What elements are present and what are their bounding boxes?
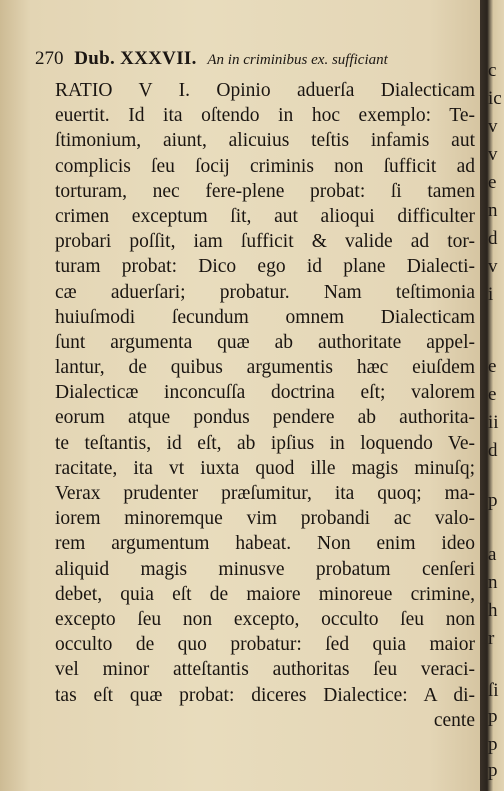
text-line: cæ aduerſari; probatur. Nam teſtimonia bbox=[55, 281, 475, 303]
text-line: ſunt argumenta quæ ab authoritate appel- bbox=[55, 331, 475, 353]
margin-fragment: n bbox=[488, 200, 498, 221]
margin-fragment: n bbox=[488, 572, 498, 593]
margin-fragment: v bbox=[488, 116, 498, 137]
text-line: euertit. Id ita oſtendo in hoc exemplo: Te- bbox=[55, 105, 475, 127]
margin-fragment: d bbox=[488, 440, 498, 461]
text-line: crimen exceptum ſit, aut alioqui difficulter bbox=[55, 205, 475, 227]
margin-fragment: p bbox=[488, 760, 498, 781]
text-line: probari poſſit, iam ſufficit & valide ad tor- bbox=[55, 231, 475, 253]
text-line: iorem minoremque vim probandi ac valo- bbox=[55, 508, 475, 530]
text-line: rem argumentum habeat. Non enim ideo bbox=[55, 533, 475, 555]
text-line: occulto de quo probatur: ſed quia maior bbox=[55, 634, 475, 656]
margin-fragment: v bbox=[488, 256, 498, 277]
text-line: aliquid magis minusve probatum cenſeri bbox=[55, 558, 475, 580]
text-line: ſtimonium, aiunt, alicuius teſtis infamis aut bbox=[55, 130, 475, 152]
text-line: torturam, nec fere-plene probat: ſi tamen bbox=[55, 180, 475, 202]
body-text bbox=[55, 78, 475, 733]
chapter-title: Dub. XXXVII. bbox=[74, 48, 197, 69]
text-line: cente bbox=[433, 709, 475, 731]
margin-fragment: v bbox=[488, 144, 498, 165]
text-line: debet, quia eſt de maiore minoreue crimine, bbox=[55, 583, 475, 605]
margin-fragment: ſi bbox=[488, 680, 499, 701]
text-line: lantur, de quibus argumentis hæc eiuſdem bbox=[55, 357, 475, 379]
text-line: huiuſmodi ſecundum omnem Dialecticam bbox=[55, 306, 475, 328]
margin-fragment: p bbox=[488, 734, 498, 755]
margin-fragment: p bbox=[488, 490, 498, 511]
text-line: complicis ſeu ſocij criminis non ſufficit ad bbox=[55, 155, 475, 177]
margin-fragment: r bbox=[488, 628, 495, 649]
margin-fragment: e bbox=[488, 172, 497, 193]
margin-fragment: p bbox=[488, 706, 498, 727]
margin-fragment: ic bbox=[488, 88, 502, 109]
margin-fragment: e bbox=[488, 356, 497, 377]
text-line: Verax prudenter præſumitur, ita quoq; ma- bbox=[55, 483, 475, 504]
margin-fragment: a bbox=[488, 544, 497, 565]
margin-fragment: h bbox=[488, 600, 498, 621]
text-line: eorum atque pondus pendere ab authorita- bbox=[55, 407, 475, 429]
text-line: vel minor atteſtantis authoritas ſeu veraci- bbox=[55, 659, 475, 681]
margin-fragment: e bbox=[488, 384, 497, 405]
text-line: racitate, ita vt iuxta quod ille magis minuſq; bbox=[55, 457, 475, 479]
text-line: te teſtantis, id eſt, ab ipſius in loquendo Ve- bbox=[55, 432, 475, 454]
page-header bbox=[35, 48, 475, 70]
page-number: 270 bbox=[35, 48, 64, 69]
text-line: RATIO V I. Opinio aduerſa Dialecticam bbox=[55, 80, 475, 101]
text-line: turam probat: Dico ego id plane Dialecti- bbox=[55, 256, 475, 278]
margin-fragment: ii bbox=[488, 412, 499, 433]
margin-fragment: c bbox=[488, 60, 497, 81]
margin-fragment: i bbox=[488, 284, 494, 305]
text-line: tas eſt quæ probat: diceres Dialectice: A di- bbox=[55, 684, 475, 706]
text-line: Dialecticæ inconcuſſa doctrina eſt; valorem bbox=[55, 382, 475, 404]
running-title: An in criminibus ex. sufficiant bbox=[207, 52, 388, 68]
text-line: excepto ſeu non excepto, occulto ſeu non bbox=[55, 608, 475, 630]
margin-fragment: d bbox=[488, 228, 498, 249]
